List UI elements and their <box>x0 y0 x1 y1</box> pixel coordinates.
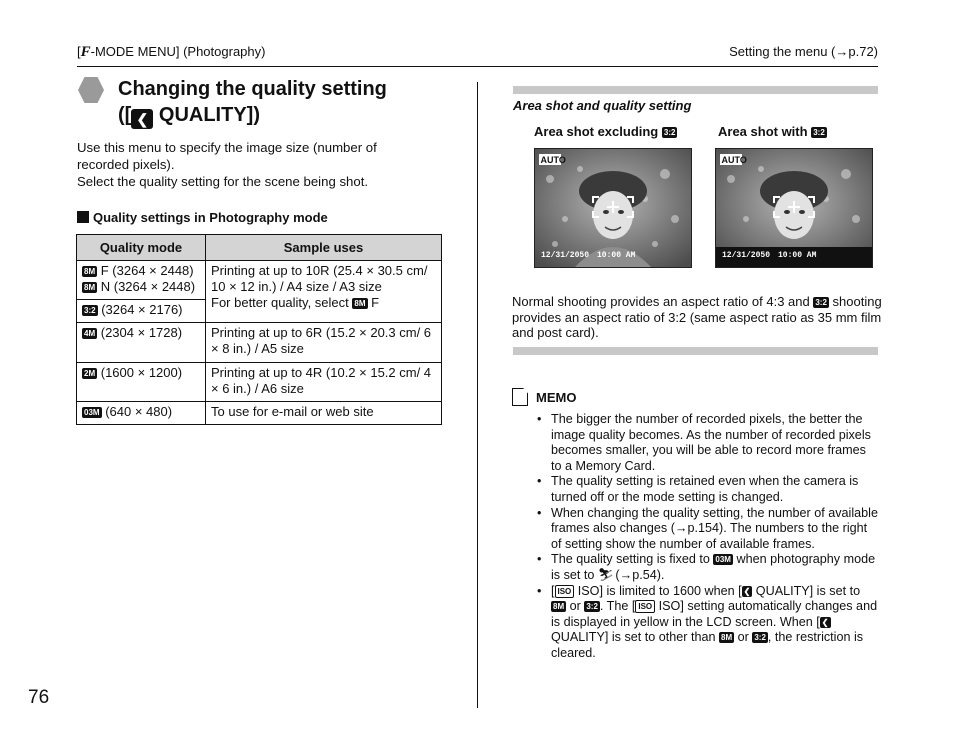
quality-32-icon: 3:2 <box>813 128 825 137</box>
iso-icon: ISO <box>555 585 575 598</box>
quality-mode-cell: 4M (2304 × 1728) <box>77 323 206 363</box>
header-page-reference: Setting the menu (→p.72) <box>729 44 878 59</box>
table-subheading: Quality settings in Photography mode <box>77 210 328 225</box>
list-item: • The bigger the number of recorded pixels, the better the image quality becomes. As the number of recorded pixels becomes smaller, you will be able to record more frames to a Memory Card. <box>536 412 878 474</box>
intro-line-2: Select the quality setting for the scene being shot. <box>77 174 369 189</box>
sample-use-cell: Printing at up to 4R (10.2 × 15.2 cm/ 4 × 6 in.) / A6 size <box>206 363 442 402</box>
page-title <box>118 76 438 129</box>
f-mode-icon: F <box>80 44 91 60</box>
header-section-title: [F-MODE MENU] (Photography) <box>77 44 266 60</box>
section-band-bottom <box>513 347 878 355</box>
quality-icon: ❮ <box>131 109 153 129</box>
quality-mode-cell: 03M (640 × 480) <box>77 402 206 425</box>
sample-use-cell: Printing at up to 6R (15.2 × 20.3 cm/ 6 × 8 in.) / A5 size <box>206 323 442 363</box>
quality-mode-cell: 3:2 (3264 × 2176) <box>77 300 206 323</box>
table-row <box>77 323 442 363</box>
quality-32-icon: 3:2 <box>754 633 766 643</box>
sample-use-cell: To use for e-mail or web site <box>206 402 442 425</box>
aspect-ratio-paragraph: Normal shooting provides an aspect ratio of 4:3 and 3:2 shooting provides an aspect ratio of 3:2 (same aspect ratio as 35 mm film and post card). <box>512 294 882 341</box>
svg-text:AUTO: AUTO <box>540 155 566 165</box>
quality-32-icon: 3:2 <box>815 298 827 307</box>
lcd-preview-with-32 <box>715 148 873 268</box>
quality-icon: ❮ <box>743 586 751 596</box>
portrait-photo <box>535 149 691 267</box>
quality-03m-icon: 03M <box>715 555 731 565</box>
table-row <box>77 261 442 300</box>
svg-text:10:00 AM: 10:00 AM <box>778 251 817 260</box>
quality-32-icon: 3:2 <box>663 128 676 137</box>
section-hexagon-icon <box>78 77 104 103</box>
square-bullet-icon <box>77 211 89 223</box>
sports-mode-icon: ⛷ <box>597 567 614 582</box>
quality-icon: ❮ <box>821 617 829 627</box>
quality-8m-icon: 8M <box>354 299 366 308</box>
sample-use-cell: Printing at up to 10R (25.4 × 30.5 cm/ 10 × 12 in.) / A4 size / A3 size For better quality, select 8M F <box>206 261 442 323</box>
quality-2m-icon: 2M <box>84 369 96 378</box>
title-line-1: Changing the quality setting <box>118 78 387 100</box>
memo-heading: MEMO <box>512 388 576 406</box>
section-band-top <box>513 86 878 94</box>
intro-line-1: Use this menu to specify the image size (number of recorded pixels). <box>77 140 377 172</box>
svg-text:12/31/2050: 12/31/2050 <box>722 251 771 260</box>
quality-mode-cell: 8M F (3264 × 2448) 8M N (3264 × 2448) <box>77 261 206 300</box>
quality-table <box>76 234 442 425</box>
area-shot-heading: Area shot and quality setting <box>513 98 692 113</box>
quality-8m-icon: 8M <box>84 267 96 276</box>
list-item: • The quality setting is retained even when the camera is turned off or the mode setting is changed. <box>536 474 878 505</box>
list-item: • The quality setting is fixed to 03M when photography mode is set to ⛷ (→p.54). <box>536 552 878 583</box>
title-line-2: ([ ❮ QUALITY]) <box>118 104 260 127</box>
quality-03m-icon: 03M <box>84 408 100 417</box>
column-divider <box>477 82 478 708</box>
iso-icon: ISO <box>635 600 655 613</box>
portrait-photo <box>716 149 872 267</box>
table-row <box>77 363 442 402</box>
lcd-preview-excluding <box>534 148 692 268</box>
header-rule <box>77 66 878 67</box>
memo-list <box>536 412 878 662</box>
header-left-text: -MODE MENU] (Photography) <box>90 44 266 59</box>
page-number: 76 <box>28 687 50 708</box>
quality-mode-cell: 2M (1600 × 1200) <box>77 363 206 402</box>
quality-32-icon: 3:2 <box>84 306 96 315</box>
list-item: • When changing the quality setting, the number of available frames also changes (→p.154). The numbers to the right of setting show the number of available frames. <box>536 506 878 553</box>
svg-text:AUTO: AUTO <box>721 155 747 165</box>
memo-note-icon <box>512 388 528 406</box>
quality-8m-icon: 8M <box>553 602 565 612</box>
table-header-row <box>77 235 442 261</box>
list-item: • [ ISO ISO] is limited to 1600 when [ ❮ QUALITY] is set to 8M or 3:2 . The [ ISO ISO] setting automatically changes and is displayed in yellow in the LCD screen. When [ ❮ QUALITY] is set to other than 8M or 3:2 , the restriction is cleared. <box>536 584 878 662</box>
svg-text:10:00 AM: 10:00 AM <box>597 251 636 260</box>
quality-8m-icon: 8M <box>84 283 96 292</box>
quality-8m-icon: 8M <box>721 633 733 643</box>
quality-4m-icon: 4M <box>84 329 96 338</box>
quality-32-icon: 3:2 <box>586 602 598 612</box>
svg-text:12/31/2050: 12/31/2050 <box>541 251 590 260</box>
table-row <box>77 402 442 425</box>
column-header-quality-mode: Quality mode <box>77 235 206 261</box>
intro-paragraph <box>77 139 427 190</box>
area-shot-excluding-label: Area shot excluding 3:2 <box>534 124 676 139</box>
area-shot-with-label: Area shot with 3:2 <box>718 124 825 139</box>
column-header-sample-uses: Sample uses <box>206 235 442 261</box>
